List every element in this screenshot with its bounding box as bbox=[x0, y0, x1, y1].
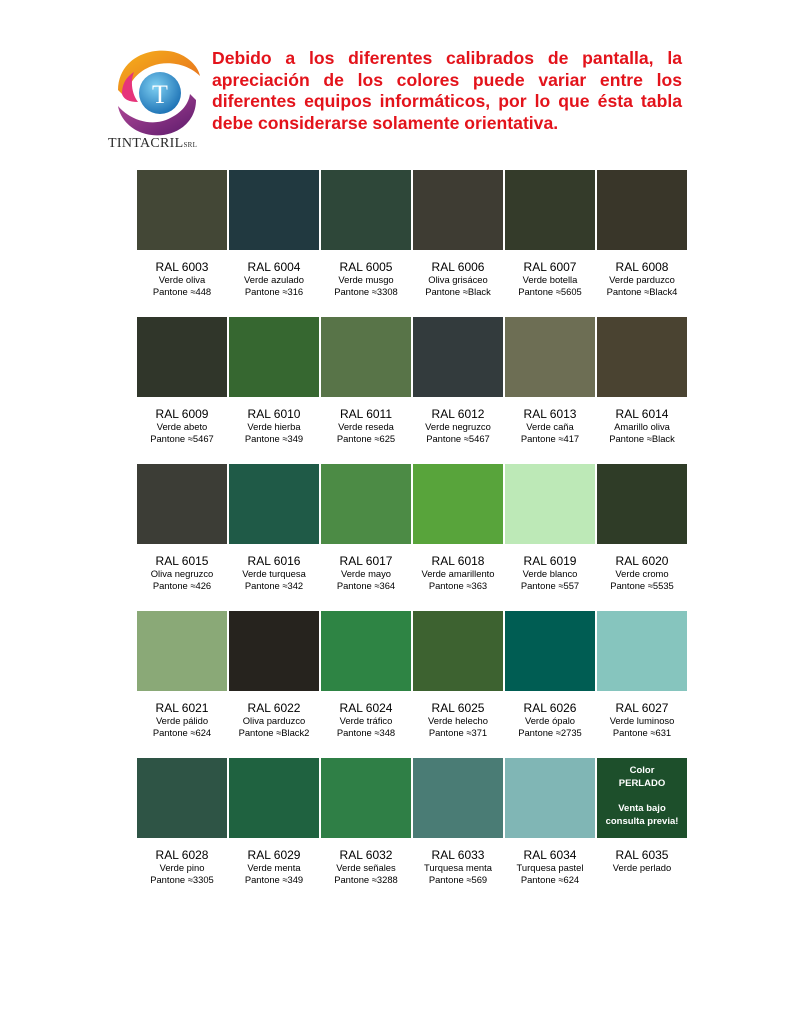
swatch-row bbox=[137, 170, 686, 317]
color-card bbox=[137, 170, 227, 317]
color-swatch bbox=[597, 611, 687, 691]
note-line bbox=[597, 790, 687, 802]
svg-text:T: T bbox=[152, 80, 168, 109]
color-card bbox=[137, 317, 227, 464]
color-name: Verde pino bbox=[159, 862, 205, 873]
ral-color-grid bbox=[137, 170, 686, 905]
color-card bbox=[137, 611, 227, 758]
ral-code: RAL 6010 bbox=[247, 407, 301, 421]
ral-code: RAL 6028 bbox=[155, 848, 209, 862]
color-name: Verde musgo bbox=[338, 274, 394, 285]
ral-code: RAL 6012 bbox=[431, 407, 485, 421]
ral-code: RAL 6016 bbox=[247, 554, 301, 568]
swatch-row bbox=[137, 317, 686, 464]
color-card bbox=[321, 317, 411, 464]
pantone-ref: Pantone ≈569 bbox=[428, 873, 488, 885]
pantone-ref: Pantone ≈Black bbox=[609, 432, 675, 444]
brand-text: TINTACRIL bbox=[108, 136, 184, 151]
color-name: Verde cromo bbox=[615, 568, 669, 579]
ral-code: RAL 6013 bbox=[523, 407, 577, 421]
color-card bbox=[413, 317, 503, 464]
color-card bbox=[505, 170, 595, 317]
color-name: Verde menta bbox=[247, 862, 301, 873]
ral-code: RAL 6009 bbox=[155, 407, 209, 421]
color-swatch bbox=[321, 317, 411, 397]
color-name: Verde oliva bbox=[158, 274, 206, 285]
note-line: consulta previa! bbox=[605, 816, 679, 827]
pantone-ref: Pantone ≈624 bbox=[152, 726, 212, 738]
color-swatch bbox=[505, 170, 595, 250]
ral-code: RAL 6003 bbox=[155, 260, 209, 274]
pearl-color-note bbox=[597, 758, 687, 838]
color-name: Verde abeto bbox=[156, 421, 208, 432]
ral-code: RAL 6004 bbox=[247, 260, 301, 274]
ral-code: RAL 6007 bbox=[523, 260, 577, 274]
color-swatch bbox=[597, 464, 687, 544]
ral-code: RAL 6034 bbox=[523, 848, 577, 862]
pantone-ref: Pantone ≈417 bbox=[520, 432, 580, 444]
color-name: Verde negruzco bbox=[425, 421, 491, 432]
ral-code: RAL 6018 bbox=[431, 554, 485, 568]
swatch-row bbox=[137, 611, 686, 758]
color-card bbox=[505, 758, 595, 905]
color-name: Oliva grisáceo bbox=[428, 274, 488, 285]
pantone-ref: Pantone ≈5467 bbox=[150, 432, 214, 444]
color-swatch bbox=[229, 170, 319, 250]
pantone-ref: Pantone ≈363 bbox=[428, 579, 488, 591]
color-card bbox=[321, 170, 411, 317]
color-card bbox=[137, 464, 227, 611]
color-swatch bbox=[229, 464, 319, 544]
color-swatch bbox=[137, 317, 227, 397]
pantone-ref: Pantone ≈5605 bbox=[518, 285, 582, 297]
color-swatch bbox=[137, 611, 227, 691]
pantone-ref: Pantone ≈Black4 bbox=[606, 285, 678, 297]
pantone-ref: Pantone ≈448 bbox=[152, 285, 212, 297]
color-name: Verde blanco bbox=[522, 568, 578, 579]
color-swatch bbox=[321, 170, 411, 250]
color-card bbox=[413, 170, 503, 317]
color-swatch bbox=[413, 611, 503, 691]
color-card bbox=[229, 317, 319, 464]
ral-code: RAL 6020 bbox=[615, 554, 669, 568]
color-name: Amarillo oliva bbox=[614, 421, 670, 432]
swatch-row bbox=[137, 464, 686, 611]
color-name: Oliva parduzco bbox=[242, 715, 306, 726]
pantone-ref: Pantone ≈5535 bbox=[610, 579, 674, 591]
pantone-ref: Pantone ≈349 bbox=[244, 432, 304, 444]
calibration-notice: Debido a los diferentes calibrados de pantalla, la apreciación de los colores puede variar entre los diferentes equipos informáticos, por lo que ésta tabla debe considerarse solamente orientativa. bbox=[212, 48, 682, 133]
brand-name bbox=[108, 136, 218, 152]
ral-code: RAL 6008 bbox=[615, 260, 669, 274]
ral-code: RAL 6015 bbox=[155, 554, 209, 568]
pantone-ref: Pantone ≈364 bbox=[336, 579, 396, 591]
color-swatch bbox=[505, 464, 595, 544]
color-swatch bbox=[321, 758, 411, 838]
color-swatch bbox=[413, 170, 503, 250]
color-name: Turquesa pastel bbox=[516, 862, 584, 873]
color-name: Verde ópalo bbox=[524, 715, 576, 726]
color-swatch bbox=[413, 464, 503, 544]
ral-code: RAL 6014 bbox=[615, 407, 669, 421]
color-card bbox=[229, 611, 319, 758]
pantone-ref: Pantone ≈316 bbox=[244, 285, 304, 297]
color-card bbox=[505, 611, 595, 758]
ral-code: RAL 6024 bbox=[339, 701, 393, 715]
color-name: Verde amarillento bbox=[421, 568, 495, 579]
color-name: Oliva negruzco bbox=[150, 568, 214, 579]
color-name: Verde señales bbox=[336, 862, 396, 873]
pantone-ref: Pantone ≈Black2 bbox=[238, 726, 310, 738]
color-card bbox=[321, 611, 411, 758]
color-swatch bbox=[229, 611, 319, 691]
ral-code: RAL 6019 bbox=[523, 554, 577, 568]
color-card bbox=[229, 170, 319, 317]
ral-code: RAL 6022 bbox=[247, 701, 301, 715]
ral-code: RAL 6035 bbox=[615, 848, 669, 862]
color-card bbox=[597, 611, 687, 758]
color-name: Verde luminoso bbox=[609, 715, 675, 726]
color-card bbox=[413, 611, 503, 758]
ral-code: RAL 6025 bbox=[431, 701, 485, 715]
color-name: Verde perlado bbox=[612, 862, 672, 873]
color-name: Verde pálido bbox=[155, 715, 209, 726]
color-swatch bbox=[321, 611, 411, 691]
color-name: Verde tráfico bbox=[339, 715, 393, 726]
brand-suffix: SRL bbox=[183, 141, 198, 149]
tintacril-logo bbox=[108, 42, 206, 150]
pantone-ref: Pantone ≈3308 bbox=[334, 285, 398, 297]
ral-code: RAL 6005 bbox=[339, 260, 393, 274]
color-name: Verde hierba bbox=[247, 421, 301, 432]
color-card bbox=[229, 464, 319, 611]
color-name: Verde turquesa bbox=[242, 568, 306, 579]
pantone-ref: Pantone ≈557 bbox=[520, 579, 580, 591]
pantone-ref: Pantone ≈3288 bbox=[334, 873, 398, 885]
swatch-row bbox=[137, 758, 686, 905]
pantone-ref: Pantone ≈349 bbox=[244, 873, 304, 885]
color-card bbox=[597, 170, 687, 317]
pantone-ref: Pantone ≈426 bbox=[152, 579, 212, 591]
color-swatch bbox=[597, 317, 687, 397]
color-name: Verde caña bbox=[526, 421, 574, 432]
color-name: Turquesa menta bbox=[424, 862, 492, 873]
pantone-ref: Pantone ≈625 bbox=[336, 432, 396, 444]
ral-code: RAL 6006 bbox=[431, 260, 485, 274]
color-swatch bbox=[137, 170, 227, 250]
pantone-ref: Pantone ≈348 bbox=[336, 726, 396, 738]
color-card bbox=[505, 317, 595, 464]
ral-code: RAL 6027 bbox=[615, 701, 669, 715]
color-name: Verde reseda bbox=[338, 421, 394, 432]
pantone-ref: Pantone ≈3305 bbox=[150, 873, 214, 885]
color-swatch bbox=[137, 464, 227, 544]
color-card bbox=[137, 758, 227, 905]
color-swatch bbox=[597, 170, 687, 250]
color-card bbox=[597, 317, 687, 464]
pantone-ref: Pantone ≈624 bbox=[520, 873, 580, 885]
color-card bbox=[597, 464, 687, 611]
color-card bbox=[413, 464, 503, 611]
note-line: Venta bajo bbox=[618, 803, 666, 814]
color-swatch bbox=[505, 611, 595, 691]
color-swatch bbox=[321, 464, 411, 544]
color-card bbox=[505, 464, 595, 611]
color-swatch bbox=[413, 758, 503, 838]
color-name: Verde mayo bbox=[340, 568, 392, 579]
color-swatch bbox=[137, 758, 227, 838]
color-swatch bbox=[413, 317, 503, 397]
color-name: Verde azulado bbox=[244, 274, 304, 285]
ral-code: RAL 6011 bbox=[339, 407, 393, 421]
note-line: PERLADO bbox=[618, 778, 666, 789]
color-swatch bbox=[229, 758, 319, 838]
ral-code: RAL 6032 bbox=[339, 848, 393, 862]
ral-code: RAL 6029 bbox=[247, 848, 301, 862]
color-swatch bbox=[597, 758, 687, 838]
pantone-ref: Pantone ≈5467 bbox=[426, 432, 490, 444]
color-name: Verde parduzco bbox=[609, 274, 675, 285]
pantone-ref: Pantone ≈Black bbox=[425, 285, 491, 297]
color-swatch bbox=[229, 317, 319, 397]
pantone-ref: Pantone ≈631 bbox=[612, 726, 672, 738]
color-card bbox=[597, 758, 687, 905]
color-name: Verde botella bbox=[522, 274, 578, 285]
color-card bbox=[321, 758, 411, 905]
note-line: Color bbox=[629, 765, 655, 776]
color-card bbox=[413, 758, 503, 905]
ral-code: RAL 6017 bbox=[339, 554, 393, 568]
ral-code: RAL 6033 bbox=[431, 848, 485, 862]
ral-code: RAL 6026 bbox=[523, 701, 577, 715]
ral-code: RAL 6021 bbox=[155, 701, 209, 715]
pantone-ref: Pantone ≈371 bbox=[428, 726, 488, 738]
color-name: Verde helecho bbox=[428, 715, 488, 726]
color-swatch bbox=[505, 758, 595, 838]
color-swatch bbox=[505, 317, 595, 397]
color-card bbox=[229, 758, 319, 905]
color-card bbox=[321, 464, 411, 611]
pantone-ref: Pantone ≈342 bbox=[244, 579, 304, 591]
pantone-ref: Pantone ≈2735 bbox=[518, 726, 582, 738]
